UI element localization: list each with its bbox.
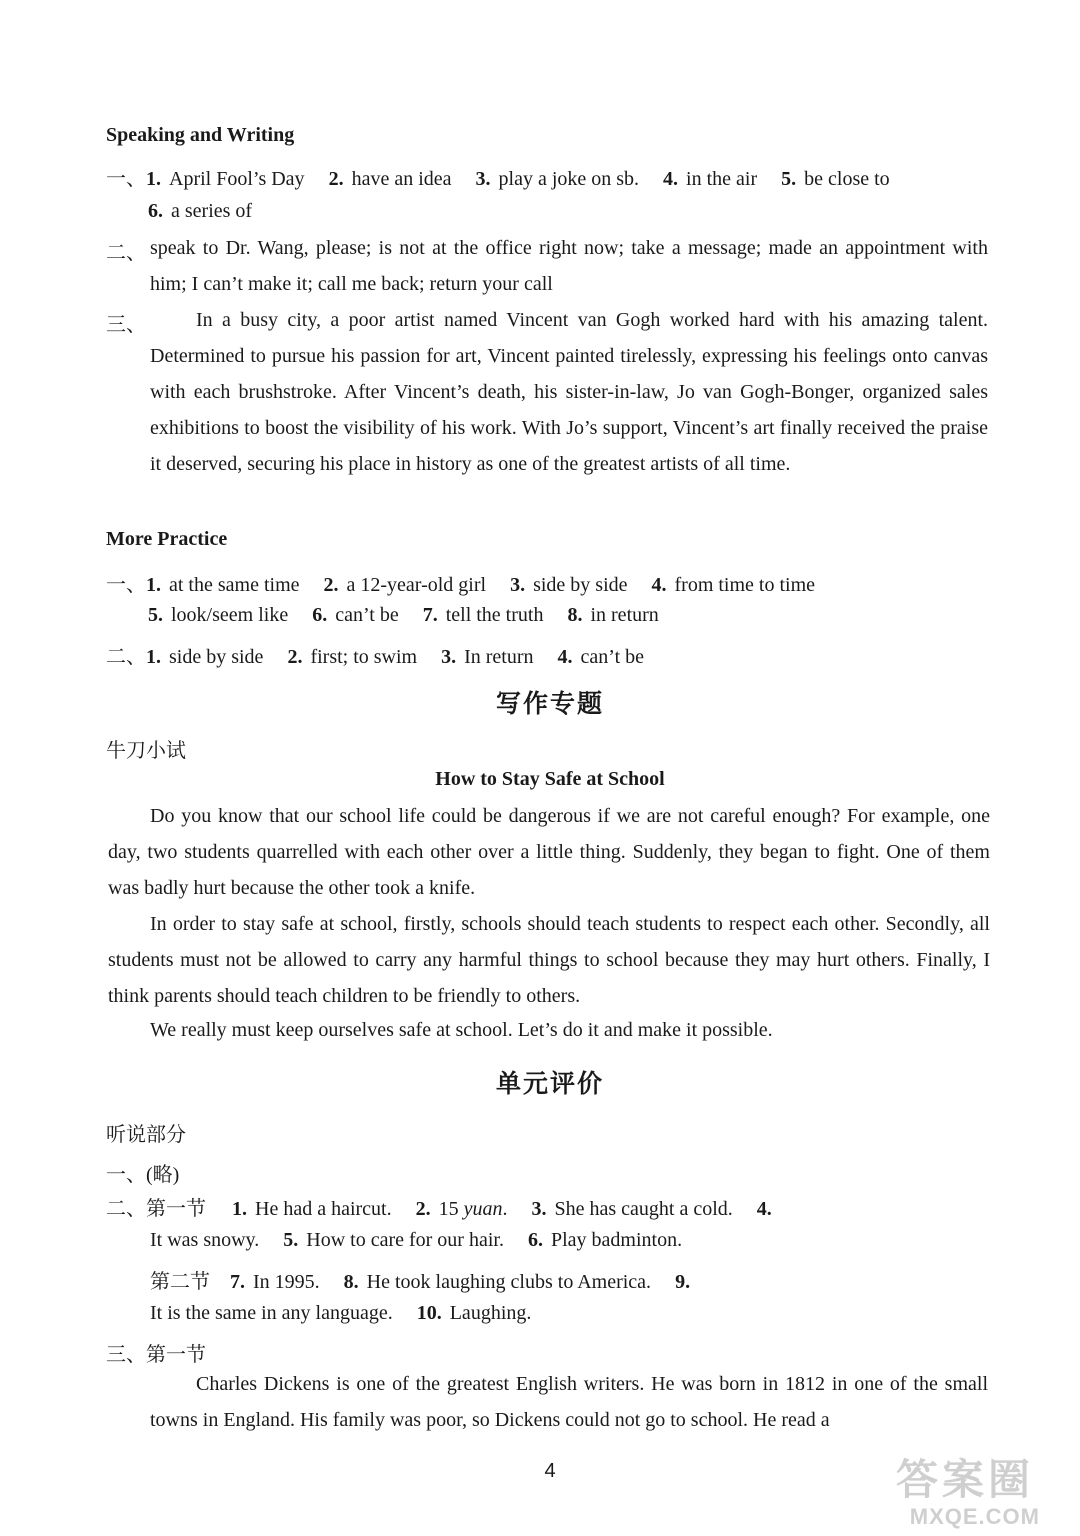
- eval-q3-paragraph: Charles Dickens is one of the greatest English writers. He was born in 1812 in one of the small towns in England. His family was poor, so Dickens could not go to school. He read a: [150, 1373, 988, 1431]
- eval-q2-line3: 第二节 7. In 1995. 8. He took laughing clubs to America. 9.: [150, 1271, 691, 1293]
- question-marker: 一、: [106, 1164, 146, 1186]
- subheading-listening: 听说部分: [106, 1124, 186, 1146]
- subheading-writing: 牛刀小试: [106, 740, 186, 762]
- eval-q2-line4: It is the same in any language. 10. Laughing.: [150, 1302, 532, 1324]
- essay-paragraph: Do you know that our school life could be dangerous if we are not careful enough? For example, one day, two students quarrelled with each other over a little thing. Suddenly, they began to fight. One of them was badly hurt because the other took a knife.: [108, 805, 990, 899]
- section-heading-more-practice: More Practice: [106, 528, 228, 550]
- question-marker: 三、: [106, 314, 146, 336]
- watermark-logo: 答案圈 MXQE.COM: [895, 1456, 1040, 1529]
- page-number: 4: [544, 1460, 556, 1482]
- eval-q2-line2: It was snowy. 5. How to care for our hair. 6. Play badminton.: [150, 1229, 683, 1251]
- eval-q2-line1: 二、第一节 1. He had a haircut. 2. 15 yuan. 3. She has caught a cold. 4.: [106, 1198, 772, 1220]
- question-marker: 三、: [106, 1344, 146, 1366]
- eval-q3-line: 三、第一节: [106, 1344, 206, 1366]
- more-q1-line1: 一、1. at the same time 2. a 12-year-old girl 3. side by side 4. from time to time: [106, 574, 816, 596]
- question-marker: 二、: [106, 1198, 146, 1220]
- question-marker: 二、: [106, 242, 146, 264]
- question-marker: 二、: [106, 646, 146, 668]
- speaking-q2-answer: speak to Dr. Wang, please; is not at the office right now; take a message; made an appointment with him; I can’t make it; call me back; return your call: [150, 237, 988, 295]
- more-q2-line: 二、1. side by side 2. first; to swim 3. In return 4. can’t be: [106, 646, 645, 668]
- essay-title: How to Stay Safe at School: [435, 768, 665, 790]
- speaking-q1-line1: 一、1. April Fool’s Day 2. have an idea 3. play a joke on sb. 4. in the air 5. be close to: [106, 168, 890, 190]
- heading-writing: 写作专题: [495, 691, 604, 718]
- question-marker: 一、: [106, 168, 146, 190]
- speaking-q3-paragraph: In a busy city, a poor artist named Vincent van Gogh worked hard with his amazing talent. Determined to pursue his passion for art, Vincent painted tirelessly, expressing his feelings onto canvas with each brushstroke. After Vincent’s death, his sister-in-law, Jo van Gogh-Bonger, organized sales exhibitions to boost the visibility of his work. With Jo’s support, Vincent’s art finally received the praise it deserved, securing his place in history as one of the greatest artists of all time.: [150, 309, 988, 475]
- section-heading-speaking: Speaking and Writing: [106, 124, 295, 146]
- speaking-q1-line2: 6. a series of: [148, 200, 253, 222]
- essay-paragraph: We really must keep ourselves safe at school. Let’s do it and make it possible.: [150, 1019, 773, 1041]
- question-marker: 一、: [106, 574, 146, 596]
- eval-q1-line: 一、(略): [106, 1164, 180, 1186]
- more-q1-line2: 5. look/seem like 6. can’t be 7. tell the truth 8. in return: [148, 604, 659, 626]
- heading-unit-evaluation: 单元评价: [495, 1071, 604, 1098]
- essay-paragraph: In order to stay safe at school, firstly, schools should teach students to respect each other. Secondly, all students must not be allowed to carry any harmful things to school because they may hurt others. Finally, I think parents should teach children to be friendly to others.: [108, 913, 990, 1007]
